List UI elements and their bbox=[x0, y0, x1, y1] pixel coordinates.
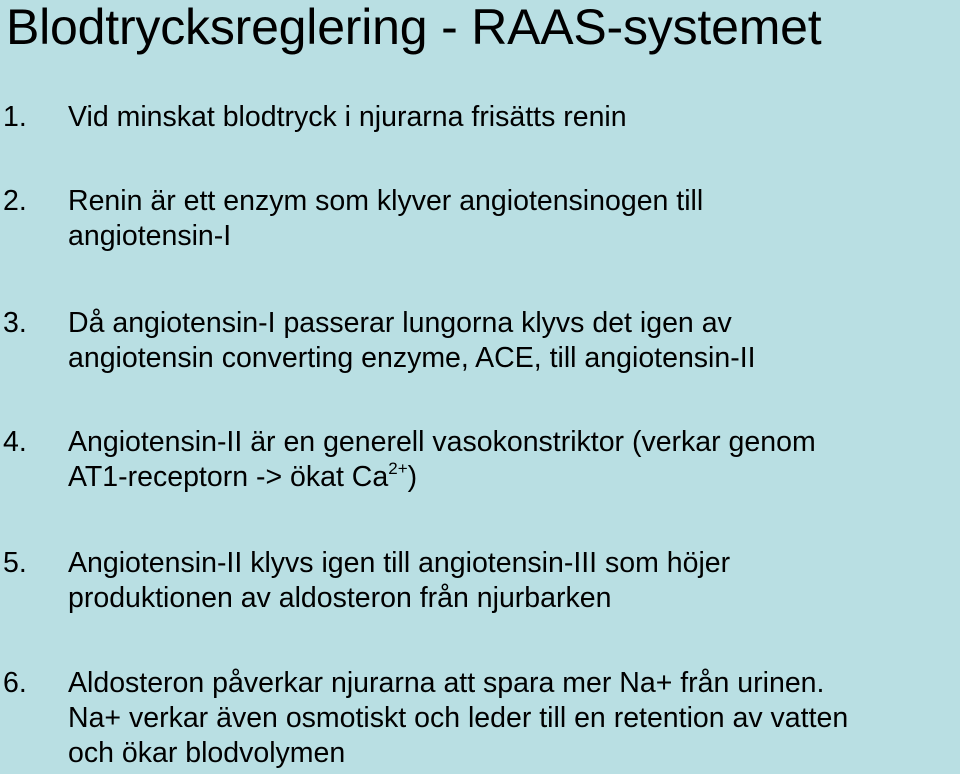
item-number: 1. bbox=[3, 101, 27, 133]
item-line-before: AT1-receptorn -> ökat Ca bbox=[68, 461, 389, 493]
item-line: Vid minskat blodtryck i njurarna frisätts renin bbox=[68, 101, 627, 133]
item-line: och ökar blodvolymen bbox=[68, 737, 346, 769]
item-line: Angiotensin-II klyvs igen till angiotensin-III som höjer bbox=[68, 547, 731, 579]
item-line: Angiotensin-II är en generell vasokonstriktor (verkar genom bbox=[68, 426, 816, 458]
item-line: angiotensin converting enzyme, ACE, till angiotensin-II bbox=[68, 342, 756, 374]
item-text bbox=[68, 546, 958, 616]
item-text bbox=[68, 666, 958, 771]
slide-title: Blodtrycksreglering - RAAS-systemet bbox=[6, 0, 822, 55]
item-text bbox=[68, 184, 958, 254]
item-line: Renin är ett enzym som klyver angiotensinogen till bbox=[68, 185, 704, 217]
item-line: angiotensin-I bbox=[68, 220, 232, 252]
item-number: 2. bbox=[3, 185, 27, 217]
item-line: Na+ verkar även osmotiskt och leder till en retention av vatten bbox=[68, 702, 849, 734]
item-line: produktionen av aldosteron från njurbarken bbox=[68, 582, 612, 614]
item-number: 3. bbox=[3, 307, 27, 339]
item-number: 6. bbox=[3, 667, 27, 699]
item-line: Aldosteron påverkar njurarna att spara mer Na+ från urinen. bbox=[68, 667, 825, 699]
item-text bbox=[68, 306, 958, 376]
item-number: 5. bbox=[3, 547, 27, 579]
item-line-with-superscript bbox=[68, 460, 958, 495]
item-line: Då angiotensin-I passerar lungorna klyvs det igen av bbox=[68, 307, 732, 339]
item-text bbox=[68, 425, 958, 495]
item-number: 4. bbox=[3, 426, 27, 458]
item-text bbox=[68, 100, 958, 135]
superscript: 2+ bbox=[388, 458, 408, 478]
item-line-after: ) bbox=[407, 461, 418, 493]
